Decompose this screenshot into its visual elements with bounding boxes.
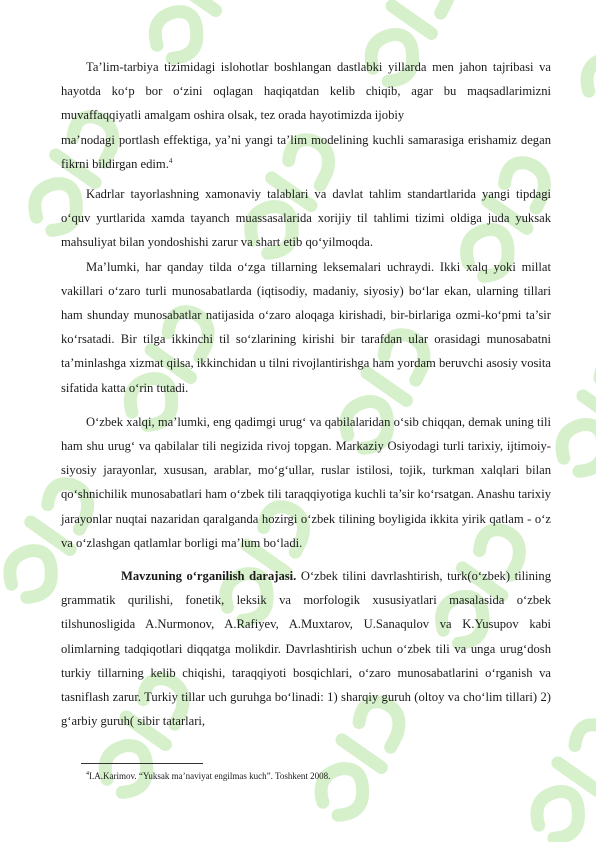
footnote-divider (81, 763, 203, 764)
footnote-mark: 4 (86, 771, 89, 777)
watermark-glyph (521, 717, 596, 842)
paragraph-2: Kadrlar tayorlashning xamonaviy talablari va davlat tahlim standartlarida yangi tipdagi o‘quv yurtlarida xamda tayanch muassasalarida xorijiy til tahlimi tizimi oldiga juda yuksak mahsuliyat bilan yondoshishi zarur va shart etib qo‘yilmoqda. (61, 187, 551, 250)
paragraph-5 (61, 564, 551, 733)
paragraph-3: Ma’lumki, har qanday tilda o‘zga tillarning leksemalari uchraydi. Ikki xalq yoki millat vakillari o‘zaro turli munosabatlarda (iqtisodiy, madaniy, siyosiy) bo‘lar ekan, ularning tillari ham shunday munosabatlar natijasida o‘zaro aloqaga kirishadi, bir-birlariga ozmi-ko‘pmi ta’sir ko‘rsatadi. Bir tilga ikkinchi til so‘zlarining kirishi bir tarafdan ular orasidagi munosabatni ta’minlashga xizmat qilsa, ikkinchidan u tilni rivojlantirishga ham yordam beruvchi asosiy vosita sifatida katta o‘rin tutadi. (61, 259, 551, 395)
paragraph-1-text-b: ma’nodagi portlash effektiga, ya’ni yangi ta’lim modelining kuchli samarasiga erishamiz degan fikrni bildirgan edim. (61, 132, 551, 171)
watermark-glyph (0, 281, 9, 409)
footnote-text: I.A.Karimov. “Yuksak ma’naviyat engilmas kuch”. Toshkent 2008. (89, 771, 331, 781)
paragraph-4: O‘zbek xalqi, ma’lumki, eng qadimgi urug‘ va qabilalaridan o‘sib chiqqan, demak uning tili ham shu urug‘ va qabilalar tili negizida rivoj topgan. Markaziy Osiyodagi turli tarixiy, ijtimoiy-siyosiy jarayonlar, xususan, arablar, mo‘g‘ullar, ruslar istilosi, tojik, turkman xalqlari bilan qo‘shnichilik munosabatlari ham o‘zbek tili taraqqiyotiga kuchli ta’sir ko‘rsatgan. Anashu tarixiy jarayonlar nuqtai nazaridan qaralganda hozirgi o‘zbek tilining boyligida ikkita yirik qatlam - o‘z va o‘zlashgan qatlamlar borligi ma’lum bo‘ladi. (61, 414, 551, 550)
footnote-reference[interactable]: 4 (168, 156, 173, 165)
paragraph-1 (61, 55, 551, 176)
paragraph-1-text-a: Ta’lim-tarbiya tizimidagi islohotlar boshlangan dastlabki yillarda men jahon tajribasi va hayotda ko‘p bor o‘zini oqlagan haqiqatdan kelib chiqib, agar bu maqsadlarimizni muvaffaqqiyatli amalgam oshira olsak, tez orada hayotimizda ijobiy (61, 60, 551, 123)
watermark-glyph (0, 0, 34, 42)
section-heading: Mavzuning o‘rganilish darajasi. (121, 569, 297, 584)
footnote (86, 770, 330, 782)
watermark-glyph (546, 350, 596, 478)
paragraph-5-text: O‘zbek tilini davrlashtirish, turk(o‘zbek) tilining grammatik qurilishi, fonetik, leksik va morfologik xususiyatlari masalasida o‘zbek tilshunosligida A.Nurmonov, A.Rafiyev, A.Muxtarov, U.Sanaqulov va K.Yusupov kabi olimlarning tadqiqotlari diqqatga molikdir. Davrlashtirish uchun o‘zbek tili va unga urug‘dosh turkiy tillarning kelib chiqishi, taraqqiyoti bosqichlari, o‘zaro munosabatlarini o‘rganish va tasniflash zarur. Turkiy tillar uch guruhga bo‘linadi: 1) sharqiy guruh (oltoy va cho‘lim tillari) 2) g‘arbiy guruh( sibir tatarlari, (61, 569, 551, 729)
watermark-glyph (571, 0, 596, 111)
document-body (61, 55, 551, 733)
